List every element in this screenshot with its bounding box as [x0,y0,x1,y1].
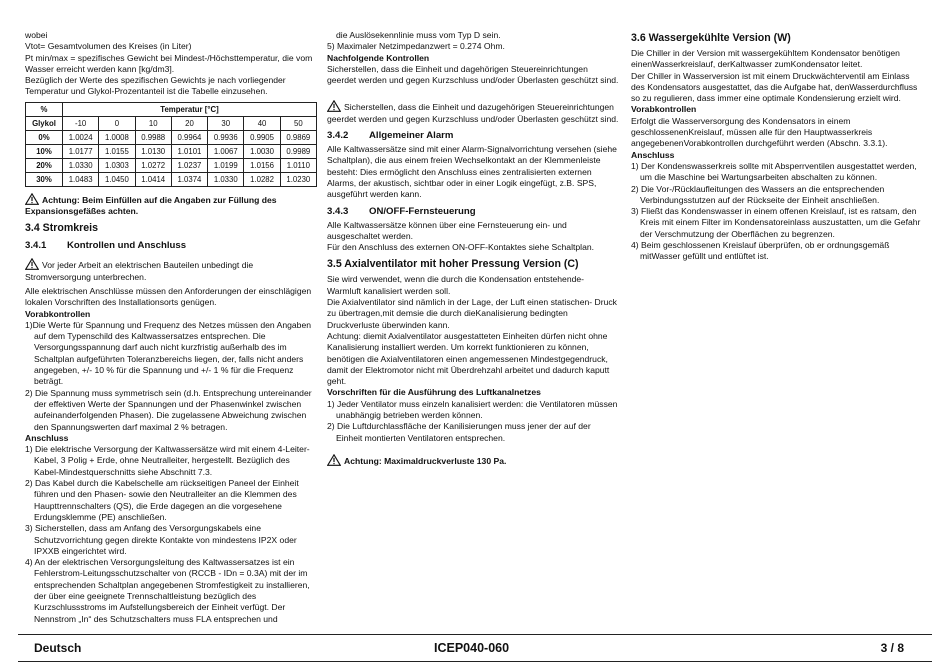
warning-icon [327,100,341,112]
paragraph-heading: Nachfolgende Kontrollen [327,52,430,63]
list-item: 2) Das Kabel durch die Kabelschelle am rückseitigen Paneel der Einheit führen und den Phasen- sowie den Neutralleiter an die Klemmen des Haupttrennschalters (QS), die Erde dagegen an die vorgesehene Erdungsklemme (PE) anschließen. [25,478,299,522]
subsection-number: 3.4.3 [327,205,349,217]
paragraph: Für den Anschluss des externen ON-OFF-Kontaktes siehe Schaltplan. [327,242,595,253]
list-item: 1) Jeder Ventilator muss einzeln kanalisiert werden: die Ventilatoren müssen unabhängig betrieben werden können. [327,398,618,421]
table-temp-cell: 50 [280,116,316,130]
list-item: 5) Maximaler Netzimpedanzwert = 0.274 Ohm. [327,41,505,52]
table-row-label: 0% [26,130,63,144]
paragraph: Alle elektrischen Anschlüsse müssen den Anforderungen der einschlägigen lokalen Vorschriften des Installationsorts genügen. [25,285,312,308]
table-temp-cell: 40 [244,116,280,130]
paragraph: Erfolgt die Wasserversorgung des Kondensators in einem geschlossenenKreislauf, müssen alle für den Hauptwasserkreis angegebenenVorabkontrollen durchgeführt werden (Abschn. 3.3.1). [631,115,888,149]
table-temp-cell: 0 [99,116,135,130]
warning-icon [25,193,39,205]
paragraph-heading: Vorabkontrollen [25,308,91,319]
subsection-number: 3.4.1 [25,240,47,252]
glycol-density-table [25,102,317,187]
warning-icon [327,454,341,466]
table-row [26,172,317,186]
paragraph: Alle Kaltwassersätze können über eine Fernsteuerung ein- und ausgeschaltet werden. [327,219,567,241]
table-cell: 0.9989 [280,144,316,158]
list-continuation: die Auslösekennlinie muss vom Typ D sein. [336,30,501,40]
paragraph: Alle Kaltwassersätze sind mit einer Alarm-Signalvorrichtung versehen (siehe Schaltplan), die aus einem freien Wechselkontakt an der Klemmenleiste besteht: Dies ermöglicht den Anschluss eines zentralisierten externen Alarms, der akustisch, sichtbar oder in einer Logik eingefügt, z.B. SPS, ausgeführt werden kann. [327,144,617,200]
table-corner-top: % [26,102,63,116]
table-temp-cell: 30 [208,116,244,130]
paragraph: Sie wird verwendet, wenn die durch die Kondensation entstehende- Warmluft kanalisiert werden soll. [327,274,585,296]
paragraph: Die Axialventilator sind nämlich in der Lage, der Luft einen statischen- Druck zu übertragen,mit demsie die durch dieKanalisierung bedingten Druckverluste überwinden kann. [327,297,617,330]
table-cell: 1.0272 [135,158,171,172]
warning-note [25,258,317,283]
table-row [26,130,317,144]
table-row [26,144,317,158]
list-item: 2) Die Spannung muss symmetrisch sein (d.h. Entsprechung untereinander der effektiven Werte der Spannungen und der Phasenwinkel zwischen aufeinanderfolgenden Phasen). Die zugelassene Abweichung zwischen den Spannungswerten darf maximal 2 % betragen. [25,387,312,432]
warning-text: Sicherstellen, dass die Einheit und dazugehörigen Steuereinrichtungen geerdet werden und gegen Kurzschluss und/oder Überlasten geschützt sind. [327,102,619,124]
table-cell: 1.0199 [208,158,244,172]
table-cell: 0.9988 [135,130,171,144]
subsection-title: Allgemeiner Alarm [369,130,454,142]
paragraph-heading: Anschluss [631,149,675,160]
table-temp-cell: 10 [135,116,171,130]
intro-line: wobei [25,30,48,40]
table-cell: 1.0130 [135,144,171,158]
list-item: 2) Die Luftdurchlassfläche der Kanilisierungen muss jener der auf der Einheit montierten Ventilatoren entsprechen. [327,421,591,443]
warning-text: Vor jeder Arbeit an elektrischen Bauteilen unbedingt die Stromversorgung unterbrechen. [25,260,254,282]
subsection-heading [327,130,619,142]
paragraph: Der Chiller in Wasserversion ist mit einem Druckwächterventil am Einlass des Kondensators ausgestattet, das die Aufgabe hat, denWasserdurchfluss so zu regulieren, dass immer eine optimale Kondensierung erzielt wird. [631,70,918,104]
footer-divider-bottom [18,661,932,662]
intro-line: Bezüglich der Werte des spezifischen Gewichts je nach vorliegender Temperatur und Glykol-Prozentanteil ist die Tabelle einzusehen. [25,75,286,97]
table-cell: 0.9869 [280,130,316,144]
table-row-label: 10% [26,144,63,158]
column-middle [327,30,619,470]
warning-icon [25,258,39,270]
footer-divider-top [18,634,932,635]
paragraph-heading: Vorschriften für die Ausführung des Luftkanalnetzes [327,387,541,398]
table-row [26,158,317,172]
paragraph-heading: Anschluss [25,432,69,443]
paragraph-heading: Vorabkontrollen [631,104,697,115]
footer-language: Deutsch [34,641,82,655]
subsection-number: 3.4.2 [327,130,349,142]
table-temp-header: Temperatur [°C] [63,102,317,116]
list-item: 1) Die elektrische Versorgung der Kaltwassersätze wird mit einem 4-Leiter-Kabel, 3 Polig + Erde, ohne Neutralleiter, hergestellt. Bezüglich des Kabel-Mindestquerschnitts siehe Abschnitt 7.3. [25,444,310,477]
table-corner-bottom: Glykol [26,116,63,130]
list-item: 3) Fließt das Kondenswasser in einem offenen Kreislauf, ist es ratsam, den Kreis mit einem Filter im Kondensatoreinlass auszustatten, um die Gefahr der Verschmutzung der Oberflächen zu begrenzen. [631,206,921,239]
table-cell: 1.0177 [63,144,99,158]
paragraph: Sicherstellen, dass die Einheit und dagehörigen Steuereinrichtungen geerdet werden und gegen Kurzschluss und/oder Überlasten geschützt sind. [327,63,619,86]
table-cell: 1.0067 [208,144,244,158]
table-cell: 1.0008 [99,130,135,144]
table-cell: 1.0282 [244,172,280,186]
subsection-heading [327,206,619,218]
table-row-label: 20% [26,158,63,172]
table-cell: 1.0414 [135,172,171,186]
paragraph: Die Chiller in der Version mit wassergekühltem Kondensator benötigen einenWasserkreislauf, derKaltwasser zumKondensator leitet. [631,48,900,70]
warning-note [327,100,619,125]
table-cell: 1.0030 [244,144,280,158]
section-heading: 3.6 Wassergekühlte Version (W) [631,32,791,44]
table-cell: 0.9936 [208,130,244,144]
table-cell: 0.9905 [244,130,280,144]
list-item: 1)Die Werte für Spannung und Frequenz des Netzes müssen den Angaben auf dem Typenschild des Kaltwassersatzes entsprechen. Die Versorgungsspannung darf auch nicht kurzfristig außerhalb des im Schaltplan aufgeführten Toleranzbereichs liegen, der, falls nicht anders angegeben, +/- 10 % für die Spannung und +/- 1 % für die Frequenz beträgt. [25,319,312,387]
section-heading: 3.4 Stromkreis [25,222,99,235]
table-cell: 1.0483 [63,172,99,186]
table-temp-cell: 20 [171,116,207,130]
list-item: 4) An der elektrischen Versorgungsleitung des Kaltwassersatzes ist ein Fehlerstrom-Leitungsschutzschalter von (RCCB - IDn = 0.3A) mit der im entsprechenden Schaltplan angegebenen Stromfestigkeit zu installieren, der über eine geeignete Trennschaltleistung bezüglich des Kurzschlussstroms im Aufstellungsbereich der Einheit verfügt. Der Nennstrom „In“ des Schutzschalters muss FLA entsprechen und [25,557,310,624]
table-cell: 1.0330 [208,172,244,186]
table-cell: 1.0374 [171,172,207,186]
warning-text: Achtung: Maximaldruckverluste 130 Pa. [344,455,507,466]
column-left [25,30,317,625]
warning-note [327,454,619,467]
section-heading: 3.5 Axialventilator mit hoher Pressung Version (C) [327,258,579,271]
intro-line: Pt min/max = spezifisches Gewicht bei Mindest-/Höchsttemperatur, die vom Wasser erreicht werden kann [kg/dm3]. [25,52,313,74]
table-cell: 1.0155 [99,144,135,158]
table-cell: 1.0024 [63,130,99,144]
list-item: 1) Der Kondenswasserkreis sollte mit Absperrventilen ausgestattet werden, um die Maschine bei Wartungsarbeiten abschalten zu können. [631,160,917,183]
table-cell: 1.0230 [280,172,316,186]
warning-note [25,193,317,218]
table-cell: 1.0303 [99,158,135,172]
list-item: 3) Sicherstellen, dass am Anfang des Versorgungskabels eine Schutzvorrichtung gegen direkte Kontakte von mindestens IP2X oder IPXXB eingerichtet wird. [25,523,297,556]
table-cell: 0.9964 [171,130,207,144]
column-right [631,30,923,263]
footer-model: ICEP040-060 [434,641,510,655]
table-row-label: 30% [26,172,63,186]
subsection-title: ON/OFF-Fernsteuerung [369,205,476,217]
table-temp-cell: -10 [63,116,99,130]
subsection-heading [25,240,317,252]
intro-line: Vtot= Gesamtvolumen des Kreises (in Liter) [25,41,192,52]
table-cell: 1.0330 [63,158,99,172]
list-item: 4) Beim geschlossenen Kreislauf überprüfen, ob er ordnungsgemäß mitWasser gefüllt und entlüftet ist. [631,240,890,262]
footer-page-number: 3 / 8 [880,641,904,655]
warning-text: Achtung: Beim Einfüllen auf die Angaben zur Füllung des Expansionsgefäßes achten. [25,194,277,217]
table-cell: 1.0110 [280,158,316,172]
table-cell: 1.0450 [99,172,135,186]
table-cell: 1.0237 [171,158,207,172]
table-cell: 1.0101 [171,144,207,158]
list-item: 2) Die Vor-/Rücklaufleitungen des Wassers an die entsprechenden Verbindungsstutzen auf der Rückseite der Einheit anschließen. [631,183,885,205]
paragraph: Achtung: diemit Axialventilator ausgestatteten Einheiten dürfen nicht ohne Kanalisierung installiert werden. Um korrekt funktionieren zu können, benötigen die Axialventilatoren einen angemessenen Mindestgegendruck, damit der Elektromotor nicht mit Überdrehzahl arbeitet und dadurch kaputt geht. [327,330,610,387]
table-cell: 1.0156 [244,158,280,172]
subsection-title: Kontrollen und Anschluss [67,240,187,252]
